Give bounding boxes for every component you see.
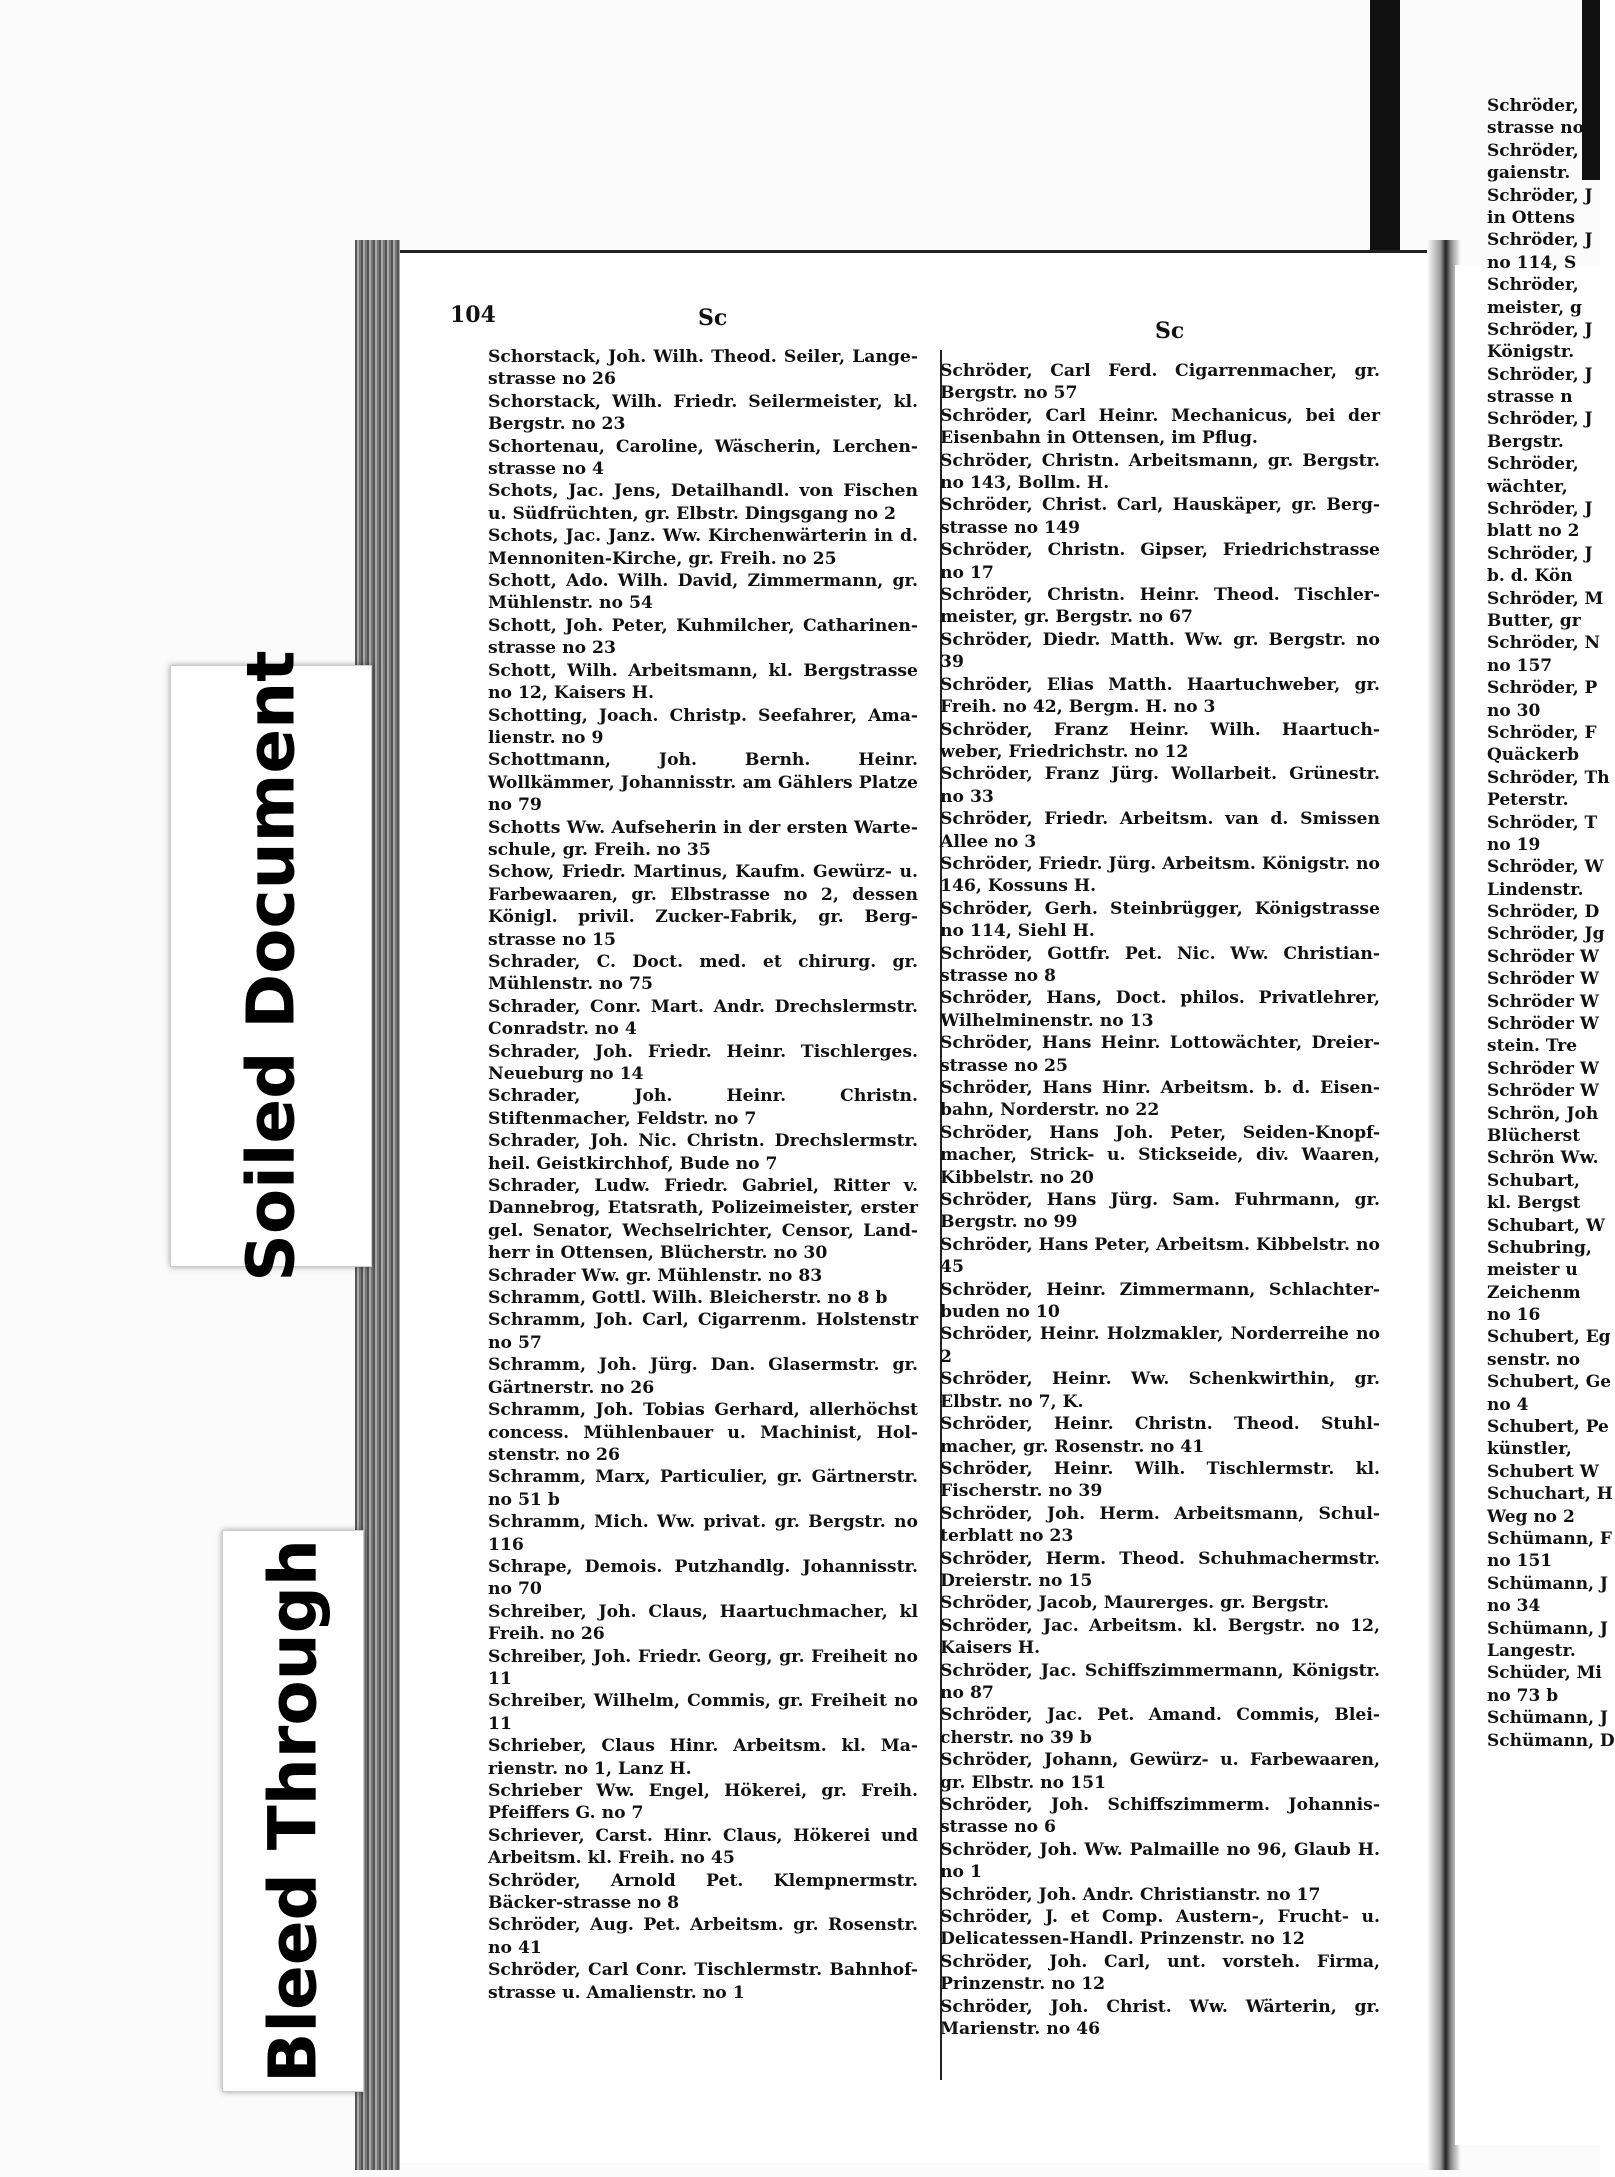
directory-entry: Schröder, Herm. Theod. Schuhmachermstr. Dreierstr. no 15 <box>940 1548 1380 1591</box>
directory-entry: Schröder, Hans Peter, Arbeitsm. Kibbelstr. no 45 <box>940 1234 1380 1278</box>
facing-page-line: Schröder, J <box>1487 409 1593 430</box>
facing-page-line: Peterstr. <box>1487 790 1569 811</box>
directory-entry: Schott, Wilh. Arbeitsmann, kl. Bergstrasse no 12, Kaisers H. <box>488 660 918 704</box>
facing-page-line: Schubert, Ge <box>1487 1372 1612 1393</box>
directory-entry: Schrader, Ludw. Friedr. Gabriel, Ritter v. Dannebrog, Etatsrath, Polizeimeister, erster gel. Senator, Wechselrichter, Censor, Land-herr in Ottensen, Blücherstr. no 30 <box>488 1176 918 1264</box>
directory-entry: Schröder, Joh. Carl, unt. vorsteh. Firma, Prinzenstr. no 12 <box>940 1951 1380 1995</box>
directory-entry: Schröder, Hans Heinr. Lottowächter, Dreier-strasse no 25 <box>940 1033 1380 1076</box>
directory-entry: Schröder, Hans Hinr. Arbeitsm. b. d. Eisen-bahn, Norderstr. no 22 <box>940 1078 1380 1121</box>
directory-entry: Schramm, Joh. Tobias Gerhard, allerhöchst concess. Mühlenbauer u. Machinist, Hol-stenstr. no 26 <box>488 1400 918 1465</box>
facing-page-line: no 73 b <box>1487 1685 1559 1706</box>
facing-page-line: meister u <box>1487 1260 1578 1281</box>
directory-entry: Schreiber, Joh. Claus, Haartuchmacher, kl Freih. no 26 <box>488 1601 918 1645</box>
facing-page-line: no 30 <box>1487 700 1541 721</box>
facing-page-line: Schümann, D <box>1487 1730 1615 1751</box>
facing-page-line: Schröder, J <box>1487 543 1593 564</box>
directory-entry: Schots, Jac. Jens, Detailhandl. von Fischen u. Südfrüchten, gr. Elbstr. Dingsgang no 2 <box>488 481 918 524</box>
facing-page-line: Schröder W <box>1487 1058 1599 1079</box>
page-header-right: Sc <box>1155 318 1185 344</box>
directory-entry: Schröder, Friedr. Arbeitsm. van d. Smissen Allee no 3 <box>940 809 1380 852</box>
bleed-through-label <box>222 1530 364 2092</box>
page-header-left: Sc <box>698 305 728 331</box>
directory-entry: Schröder, Jac. Schiffszimmermann, Königstr. no 87 <box>940 1660 1380 1703</box>
right-column <box>940 360 1380 2040</box>
facing-page-line: Quäckerb <box>1487 745 1579 766</box>
directory-entry: Schrader, Joh. Friedr. Heinr. Tischlerges. Neueburg no 14 <box>488 1041 918 1084</box>
directory-entry: Schotting, Joach. Christp. Seefahrer, Ama-lienstr. no 9 <box>488 705 918 748</box>
facing-page-line: Schümann, J <box>1487 1573 1608 1594</box>
directory-entry: Schröder, Diedr. Matth. Ww. gr. Bergstr. no 39 <box>940 629 1380 673</box>
facing-page-line: b. d. Kön <box>1487 566 1573 587</box>
soiled-document-label <box>170 650 372 1282</box>
directory-entry: Schottmann, Joh. Bernh. Heinr. Wollkämmer, Johannisstr. am Gählers Platze no 79 <box>488 750 918 816</box>
facing-page-line: Schröder W <box>1487 1081 1599 1102</box>
facing-page-line: Schubert, Eg <box>1487 1327 1611 1348</box>
directory-entry: Schröder, Arnold Pet. Klempnermstr. Bäcker-strasse no 8 <box>488 1870 918 1914</box>
directory-entry: Schorstack, Wilh. Friedr. Seilermeister, kl. Bergstr. no 23 <box>488 391 918 435</box>
facing-page-line: Schümann, F <box>1487 1529 1612 1549</box>
directory-entry: Schröder, Friedr. Jürg. Arbeitsm. Königstr. no 146, Kossuns H. <box>940 853 1380 897</box>
directory-entry: Schramm, Joh. Jürg. Dan. Glasermstr. gr. Gärtnerstr. no 26 <box>488 1355 918 1398</box>
directory-entry: Schramm, Mich. Ww. privat. gr. Bergstr. no 116 <box>488 1512 918 1555</box>
directory-entry: Schramm, Marx, Particulier, gr. Gärtnerstr. no 51 b <box>488 1467 918 1510</box>
facing-page-line: Schröder, <box>1487 275 1579 296</box>
facing-page-line: senstr. no <box>1487 1349 1581 1370</box>
soiled-document-text: Soiled Document <box>232 650 310 1282</box>
directory-entry: Schröder, Carl Conr. Tischlermstr. Bahnhof-strasse u. Amalienstr. no 1 <box>488 1960 918 2003</box>
directory-entry: Schrader, Joh. Nic. Christn. Drechslermstr. heil. Geistkirchhof, Bude no 7 <box>488 1131 918 1174</box>
facing-page-line: Langestr. <box>1487 1640 1576 1661</box>
directory-entry: Schriever, Carst. Hinr. Claus, Hökerei und Arbeitsm. kl. Freih. no 45 <box>488 1825 918 1869</box>
directory-entry: Schröder, Hans Joh. Peter, Seiden-Knopf-macher, Strick- u. Stickseide, div. Waaren, Kibbelstr. no 20 <box>940 1122 1380 1188</box>
facing-page-line: Zeichenm <box>1487 1282 1581 1303</box>
facing-page-line: Schröder, N <box>1487 633 1601 654</box>
directory-entry: Schröder, Joh. Herm. Arbeitsmann, Schul-terblatt no 23 <box>940 1503 1380 1547</box>
directory-entry: Schröder, Johann, Gewürz- u. Farbewaaren, gr. Elbstr. no 151 <box>940 1750 1380 1793</box>
facing-page-line: Schröder, Jg <box>1487 924 1605 945</box>
directory-entry: Schott, Ado. Wilh. David, Zimmermann, gr. Mühlenstr. no 54 <box>488 571 918 614</box>
facing-page-line: stein. Tre <box>1487 1036 1578 1057</box>
facing-page-line: Schröder, F <box>1487 722 1597 743</box>
facing-page-line: gaienstr. <box>1487 163 1571 184</box>
directory-entry: Schröder, Christ. Carl, Hauskäper, gr. Berg-strasse no 149 <box>940 495 1380 538</box>
directory-entry: Schrader, Conr. Mart. Andr. Drechslermstr. Conradstr. no 4 <box>488 996 918 1040</box>
directory-entry: Schröder, J. et Comp. Austern-, Frucht- u. Delicatessen-Handl. Prinzenstr. no 12 <box>940 1907 1380 1950</box>
directory-entry: Schröder, Hans, Doct. philos. Privatlehrer, Wilhelminenstr. no 13 <box>940 988 1380 1031</box>
facing-page-column <box>1487 95 1615 1752</box>
facing-page-line: Schröder, D <box>1487 902 1600 923</box>
facing-page-line: Schubring, <box>1487 1237 1592 1258</box>
facing-page-line: no 19 <box>1487 834 1541 855</box>
directory-entry: Schreiber, Wilhelm, Commis, gr. Freiheit no 11 <box>488 1691 918 1734</box>
directory-entry: Schröder, Joh. Ww. Palmaille no 96, Glaub H. no 1 <box>940 1839 1380 1883</box>
directory-entry: Schrieber, Claus Hinr. Arbeitsm. kl. Ma-rienstr. no 1, Lanz H. <box>488 1736 918 1779</box>
facing-page-line: no 157 <box>1487 655 1553 676</box>
directory-entry: Schots, Jac. Janz. Ww. Kirchenwärterin in d. Mennoniten-Kirche, gr. Freih. no 25 <box>488 526 918 569</box>
directory-entry: Schröder, Heinr. Zimmermann, Schlachter-buden no 10 <box>940 1279 1380 1323</box>
facing-page-line: kl. Bergst <box>1487 1193 1581 1214</box>
facing-page-line: Schubart, <box>1487 1170 1580 1191</box>
directory-entry: Schortenau, Caroline, Wäscherin, Lerchen-strasse no 4 <box>488 436 918 480</box>
facing-page-line: strasse n <box>1487 387 1573 408</box>
directory-entry: Schröder, Joh. Christ. Ww. Wärterin, gr. Marienstr. no 46 <box>940 1996 1380 2040</box>
facing-page-line: Schröder, J <box>1487 364 1593 385</box>
facing-page-line: Schröder, <box>1487 454 1579 475</box>
directory-entry: Schow, Friedr. Martinus, Kaufm. Gewürz- u. Farbewaaren, gr. Elbstrasse no 2, dessen Königl. privil. Zucker-Fabrik, gr. Berg-strasse no 15 <box>488 862 918 950</box>
directory-entry: Schröder, Franz Heinr. Wilh. Haartuch-weber, Friedrichstr. no 12 <box>940 719 1380 762</box>
directory-entry: Schröder, Christn. Heinr. Theod. Tischler-meister, gr. Bergstr. no 67 <box>940 585 1380 628</box>
left-column <box>488 346 918 2004</box>
facing-page-line: Schröder, P <box>1487 678 1598 699</box>
directory-entry: Schröder, Heinr. Christn. Theod. Stuhl-macher, gr. Rosenstr. no 41 <box>940 1414 1380 1457</box>
directory-entry: Schröder, Jac. Arbeitsm. kl. Bergstr. no 12, Kaisers H. <box>940 1615 1380 1659</box>
facing-page-line: Schümann, J <box>1487 1708 1608 1729</box>
directory-entry: Schreiber, Joh. Friedr. Georg, gr. Freiheit no 11 <box>488 1646 918 1689</box>
directory-entry: Schott, Joh. Peter, Kuhmilcher, Catharinen-strasse no 23 <box>488 615 918 659</box>
directory-entry: Schröder, Franz Jürg. Wollarbeit. Grünestr. no 33 <box>940 764 1380 807</box>
directory-entry: Schrieber Ww. Engel, Hökerei, gr. Freih. Pfeiffers G. no 7 <box>488 1781 918 1824</box>
directory-entry: Schröder, Hans Jürg. Sam. Fuhrmann, gr. Bergstr. no 99 <box>940 1190 1380 1233</box>
facing-page-line: no 114, S <box>1487 252 1577 273</box>
directory-entry: Schröder, Aug. Pet. Arbeitsm. gr. Rosenstr. no 41 <box>488 1915 918 1958</box>
facing-page-line: künstler, <box>1487 1439 1572 1460</box>
directory-entry: Schrader, C. Doct. med. et chirurg. gr. Mühlenstr. no 75 <box>488 951 918 995</box>
directory-entry: Schotts Ww. Aufseherin in der ersten Warte-schule, gr. Freih. no 35 <box>488 817 918 860</box>
facing-page-line: meister, g <box>1487 297 1582 318</box>
facing-page-line: Schröder W <box>1487 969 1599 990</box>
directory-entry: Schröder, Elias Matth. Haartuchweber, gr. Freih. no 42, Bergm. H. no 3 <box>940 674 1380 718</box>
bleed-through-text: Bleed Through <box>254 1539 332 2083</box>
directory-entry: Schröder, Heinr. Ww. Schenkwirthin, gr. Elbstr. no 7, K. <box>940 1369 1380 1412</box>
facing-page-line: Schröder W <box>1487 946 1599 967</box>
facing-page-line: Schröder, Th <box>1487 767 1610 788</box>
directory-entry: Schrader, Joh. Heinr. Christn. Stiftenmacher, Feldstr. no 7 <box>488 1086 918 1129</box>
facing-page-line: Bergstr. <box>1487 431 1564 452</box>
facing-page-line: Schubart, W <box>1487 1215 1605 1236</box>
facing-page-line: Schröder, J <box>1487 230 1593 251</box>
facing-page-line: Butter, gr <box>1487 610 1581 631</box>
facing-page-line: Schröder W <box>1487 1014 1599 1035</box>
directory-entry: Schorstack, Joh. Wilh. Theod. Seiler, Lange-strasse no 26 <box>488 347 918 390</box>
facing-page-line: Schröder, M <box>1487 588 1604 609</box>
facing-page-line: Schröder, W <box>1487 857 1604 878</box>
facing-page-line: Blücherst <box>1487 1125 1581 1146</box>
directory-entry: Schrader Ww. gr. Mühlenstr. no 83 <box>488 1265 823 1286</box>
facing-page-line: Schröder, J <box>1487 319 1593 340</box>
directory-entry: Schröder, Gerh. Steinbrügger, Königstrasse no 114, Siehl H. <box>940 898 1380 942</box>
directory-entry: Schröder, Gottfr. Pet. Nic. Ww. Christian-strasse no 8 <box>940 943 1380 986</box>
facing-page-line: Schrön Ww. <box>1487 1148 1599 1169</box>
facing-page-line: Königstr. <box>1487 342 1575 363</box>
facing-page-line: in Ottens <box>1487 207 1575 228</box>
directory-entry: Schröder, Heinr. Wilh. Tischlermstr. kl. Fischerstr. no 39 <box>940 1458 1380 1502</box>
facing-page-line: no 4 <box>1487 1394 1529 1415</box>
facing-page-line: Schröder, T <box>1487 812 1598 833</box>
directory-entry: Schröder, Jac. Pet. Amand. Commis, Blei-cherstr. no 39 b <box>940 1705 1380 1748</box>
facing-page-line: Schubert W <box>1487 1461 1599 1482</box>
facing-page-line: Schümann, J <box>1487 1618 1608 1639</box>
facing-page-line: wächter, <box>1487 476 1568 497</box>
directory-entry: Schramm, Gottl. Wilh. Bleicherstr. no 8 b <box>488 1288 888 1309</box>
facing-page-line: Schröder, J <box>1487 185 1593 206</box>
facing-page-line: Schröder W <box>1487 991 1599 1012</box>
directory-entry: Schrape, Demois. Putzhandlg. Johannisstr. no 70 <box>488 1556 918 1600</box>
directory-entry: Schröder, Carl Heinr. Mechanicus, bei der Eisenbahn in Ottensen, im Pflug. <box>940 405 1380 449</box>
directory-entry: Schröder, Joh. Andr. Christianstr. no 17 <box>940 1884 1321 1905</box>
facing-page-line: no 16 <box>1487 1305 1541 1326</box>
facing-page-line: blatt no 2 <box>1487 521 1580 542</box>
facing-page-line: Schröder, J <box>1487 96 1593 116</box>
facing-page-line: Weg no 2 <box>1487 1506 1575 1527</box>
directory-entry: Schröder, Joh. Schiffszimmerm. Johannis-strasse no 6 <box>940 1795 1380 1838</box>
facing-page-line: no 34 <box>1487 1596 1541 1617</box>
directory-entry: Schröder, Carl Ferd. Cigarrenmacher, gr. Bergstr. no 57 <box>940 361 1380 404</box>
directory-entry: Schramm, Joh. Carl, Cigarrenm. Holstenstr no 57 <box>488 1310 918 1353</box>
facing-page-line: no 151 <box>1487 1551 1553 1572</box>
page-number: 104 <box>450 302 496 328</box>
facing-page-line: Schuchart, H <box>1487 1484 1613 1505</box>
facing-page-line: Schrön, Joh <box>1487 1103 1599 1124</box>
directory-entry: Schröder, Christn. Arbeitsmann, gr. Bergstr. no 143, Bollm. H. <box>940 450 1380 494</box>
facing-page-line: Schüder, Mi <box>1487 1663 1602 1684</box>
facing-page-line: Schröder, <box>1487 140 1579 161</box>
facing-page-line: Schubert, Pe <box>1487 1417 1609 1438</box>
facing-page-line: strasse no <box>1487 118 1584 139</box>
directory-entry: Schröder, Jacob, Maurerges. gr. Bergstr. <box>940 1593 1330 1614</box>
facing-page-line: Lindenstr. <box>1487 879 1584 900</box>
directory-entry: Schröder, Heinr. Holzmakler, Norderreihe no 2 <box>940 1324 1380 1367</box>
facing-page-line: Schröder, J <box>1487 499 1593 520</box>
directory-entry: Schröder, Christn. Gipser, Friedrichstrasse no 17 <box>940 540 1380 583</box>
